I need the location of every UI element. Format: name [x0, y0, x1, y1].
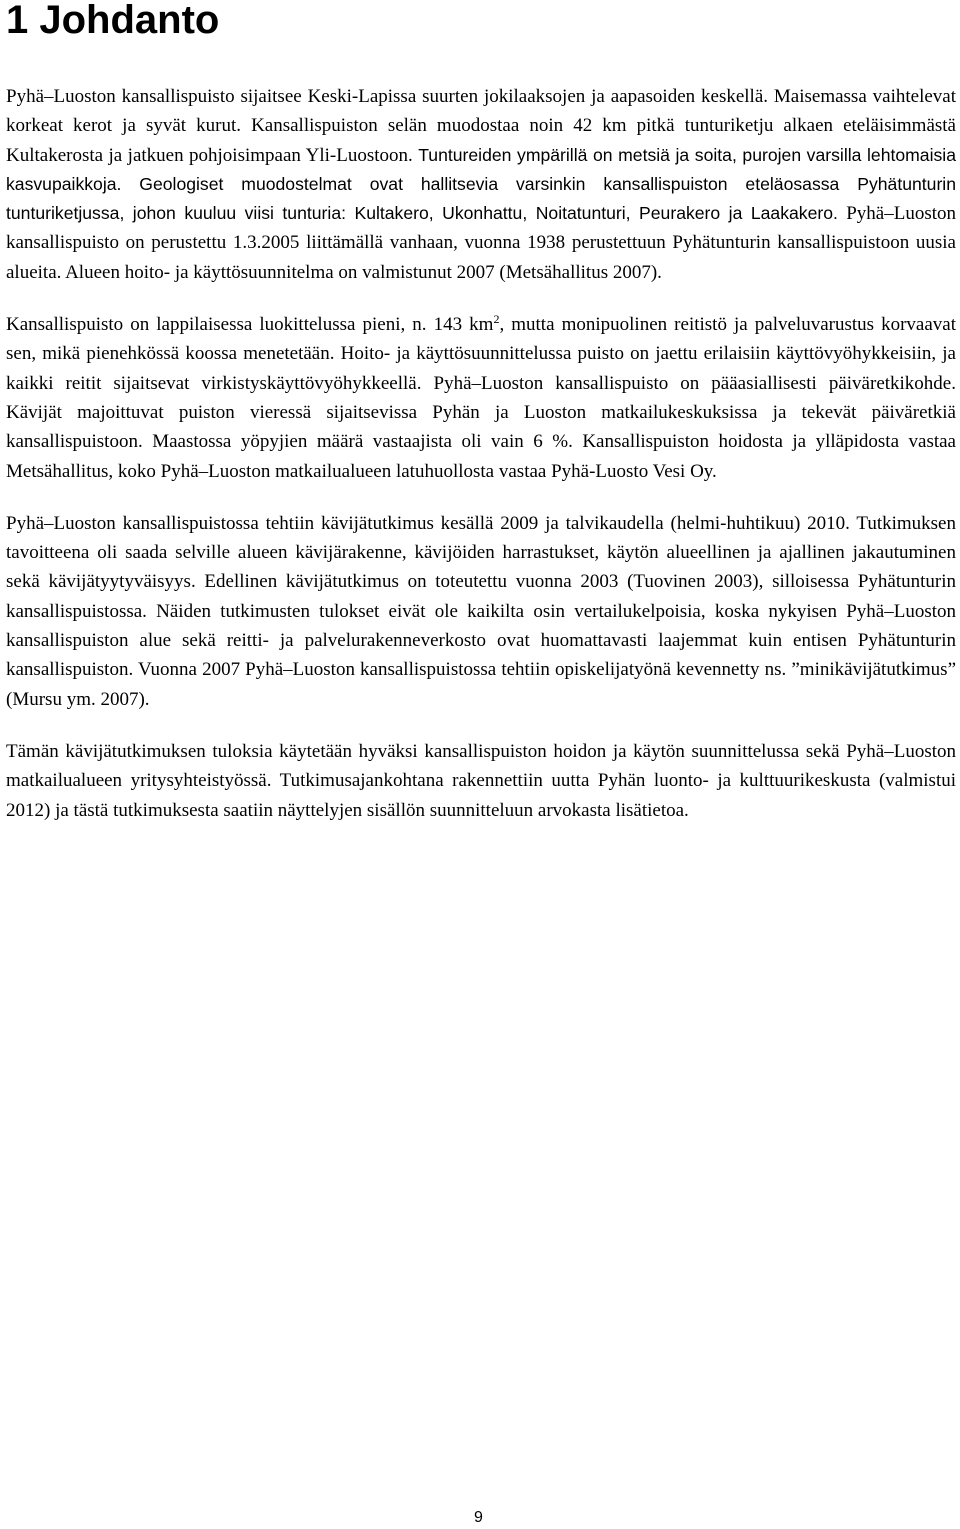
text-segment: Pyhä–Luoston kansallispuisto on perustettu 1.3.	[6, 203, 957, 254]
text-segment: , mutta monipuolinen reitistö ja palveluvarustus korvaavat sen, mikä pienehkössä koossa menetetään. Hoito- ja käyttösuunnittelussa puisto on jaettu erilaisiin käyttövyöhykkeisiin, ja kaikki reitit sijaitsevat virkistyskäyttövyöhykkeellä. Pyhä–Luoston kansallispuisto on pääasiallisesti päiväretkikohde. Kävijät majoittuvat puiston vieressä sijaitsevissa Pyhän ja Luoston matkailukeskuksissa ja tekevät päiväretkiä kansallispuistoon. Maastossa yöpyjien määrä vastaajista oli vain 6 %. Kansallispuiston hoidosta ja ylläpidosta vastaa Metsähallitus, koko Pyhä–Luoston matkailualueen latuhuollosta vastaa Pyhä-Luosto Vesi Oy.	[6, 314, 956, 482]
text-segment: Pyhä–Luoston kansallispuisto sijaitsee Keski-Lapissa suurten jokilaaksojen ja aapasoiden keskellä. Maisemassa vaihtelevat korkeat kerot ja syvät kurut. Kansallispuiston selän muodostaa noin 42 km pitkä tunturiketju alkaen eteläisimmästä Kultakerosta ja jatkuen pohjoisimpaan Yli-Luostoon.	[6, 86, 956, 166]
superscript: 2	[493, 312, 500, 327]
text-segment: Tuntureiden ympärillä on metsiä ja soita, purojen varsilla lehtomaisia kasvupaikkoja. Geologiset muodostelmat ovat hallitsevia varsinkin kansallispuiston eteläosassa Pyhätunturin tunturiketjussa, johon kuuluu viisi tunturia: Kultakero, Ukonhattu, Noitatunturi, Peurakero ja Laakakero.	[6, 144, 956, 224]
text-segment: Kansallispuisto on lappilaisessa luokittelussa pieni, n. 143 km	[6, 314, 494, 336]
text-segment: Pyhä–Luoston kansallispuistossa tehtiin kävijätutkimus kesällä 2009 ja talvikaudella (helmi-huhtikuu) 2010. Tutkimuksen tavoitteena oli saada selville alueen kävijärakenne, kävijöiden harrastukset, käytön alueellinen ja ajallinen jakautuminen sekä kävijätyytyväisyys. Edellinen kävijätutkimus on toteutettu vuonna 2003 (Tuovinen 2003), silloisessa Pyhätunturin kansallispuistossa. Näiden tutkimusten tulokset eivät ole kaikilta osin vertailukelpoisia, koska nykyisen Pyhä–Luoston kansallispuiston alue sekä reitti- ja palvelurakenneverkosto ovat huomattavasti laajemmat kuin entisen Pyhätunturin kansallispuiston. Vuonna 2007 Pyhä–Luoston kansallispuistossa tehtiin opiskelijatyönä kevennetty ns. ”minikävijätutkimus” (Mursu ym. 2007).	[6, 512, 956, 710]
page-number: 9	[474, 1509, 483, 1526]
text-segment: 2005 liittämällä vanhaan, vuonna 1938 perustettuun Pyhätunturin kansallispuistoon uusia alueita. Alueen hoito- ja käyttösuunnitelma on valmistunut 2007 (Metsähallitus 2007).	[6, 232, 956, 283]
body-text	[6, 82, 956, 825]
paragraph-3	[6, 509, 956, 714]
paragraph-4	[6, 737, 956, 825]
chapter-heading: 1 Johdanto	[6, 0, 220, 42]
paragraph-2	[6, 310, 956, 486]
paragraph-1	[6, 82, 956, 287]
text-segment: Tämän kävijätutkimuksen tuloksia käytetään hyväksi kansallispuiston hoidon ja käytön suunnittelussa sekä Pyhä–Luoston matkailualueen yritysyhteistyössä. Tutkimusajankohtana rakennettiin uutta Pyhän luonto- ja kulttuurikeskusta (valmistui 2012) ja tästä tutkimuksesta saatiin näyttelyjen sisällön suunnitteluun arvokasta lisätietoa.	[6, 740, 956, 821]
